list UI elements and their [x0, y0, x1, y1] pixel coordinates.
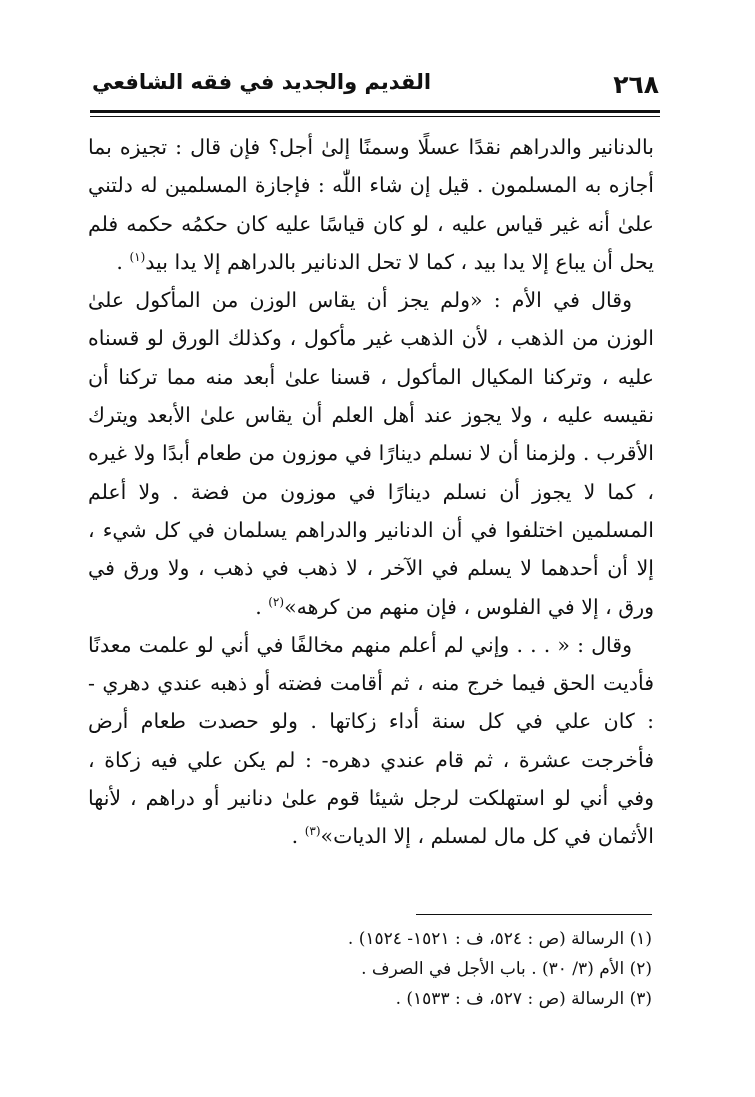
paragraph-2-text: وقال في الأم : «ولم يجز أن يقاس الوزن من المأكول علىٰ الوزن من الذهب ، لأن الذهب غير مأكول ، وكذلك الورق لو قسناه عليه ، وتركنا المكيال المأكول ، قسنا علىٰ أبعد منه مما تركنا أن نقيسه عليه ، ولا يجوز عند أهل العلم أن يقاس علىٰ الأبعد ويترك الأقرب . ولزمنا أن لا نسلم دينارًا في موزون من طعام أبدًا ولا غيره ، كما لا يجوز أن نسلم دينارًا في موزون من فضة . ولا أعلم المسلمين اختلفوا في أن الدنانير والدراهم يسلمان في كل شيء ، إلا أن أحدهما لا يسلم في الآخر ، لا ذهب في ذهب ، ولا ورق في ورق ، إلا في الفلوس ، فإن منهم من كرهه»	[88, 288, 654, 619]
page-header	[92, 66, 659, 106]
paragraph-3-end: .	[291, 824, 305, 849]
paragraph-1-text: بالدنانير والدراهم نقدًا عسلًا وسمنًا إلىٰ أجل؟ فإن قال : تجيزه بما أجازه به المسلمون . قيل إن شاء اللّٰه : فإجازة المسلمين له دلتني علىٰ أنه غير قياس عليه ، لو كان قياسًا عليه كان حكمُه حكمه فلم يحل أن يباع إلا يدا بيد ، كما لا تحل الدنانير بالدراهم إلا يدا بيد	[88, 135, 654, 274]
paragraph-3-text: وقال : « . . . وإني لم أعلم منهم مخالفًا في أني لو علمت معدنًا فأديت الحق فيما خرج منه ، ثم أقامت فضته أو ذهبه عندي دهري - : كان علي في كل سنة أداء زكاتها . ولو حصدت طعام أرض فأخرجت عشرة ، ثم قام عندي دهره- : لم يكن علي فيه زكاة ، وفي أني لو استهلكت لرجل شيئا قوم علىٰ دنانير أو دراهم ، لأنها الأثمان في كل مال لمسلم ، إلا الديات»	[88, 632, 654, 849]
paragraph-2	[88, 281, 654, 626]
footnote-3: (٣) الرسالة (ص : ٥٢٧، ف : ١٥٣٣) .	[395, 989, 652, 1009]
footnote-ref-1: (١)	[129, 250, 146, 265]
paragraph-1-end: .	[116, 249, 130, 274]
running-title: القديم والجديد في فقه الشافعي	[92, 70, 432, 94]
header-rule-thick	[90, 110, 660, 113]
page-number: ٢٦٨	[613, 70, 659, 99]
footnotes	[90, 924, 652, 1014]
footnote-2: (٢) الأم (٣/ ٣٠) . باب الأجل في الصرف .	[361, 959, 652, 979]
paragraph-2-end: .	[255, 594, 269, 619]
paragraph-3	[88, 626, 654, 856]
footnote-1: (١) الرسالة (ص : ٥٢٤، ف : ١٥٢١- ١٥٢٤) .	[347, 929, 652, 949]
paragraph-1	[88, 128, 654, 281]
header-rule-thin	[90, 116, 660, 117]
footnote-separator	[416, 914, 652, 915]
footnote-ref-2: (٢)	[268, 594, 285, 609]
footnote-ref-3: (٣)	[304, 824, 321, 839]
main-text	[88, 128, 654, 856]
